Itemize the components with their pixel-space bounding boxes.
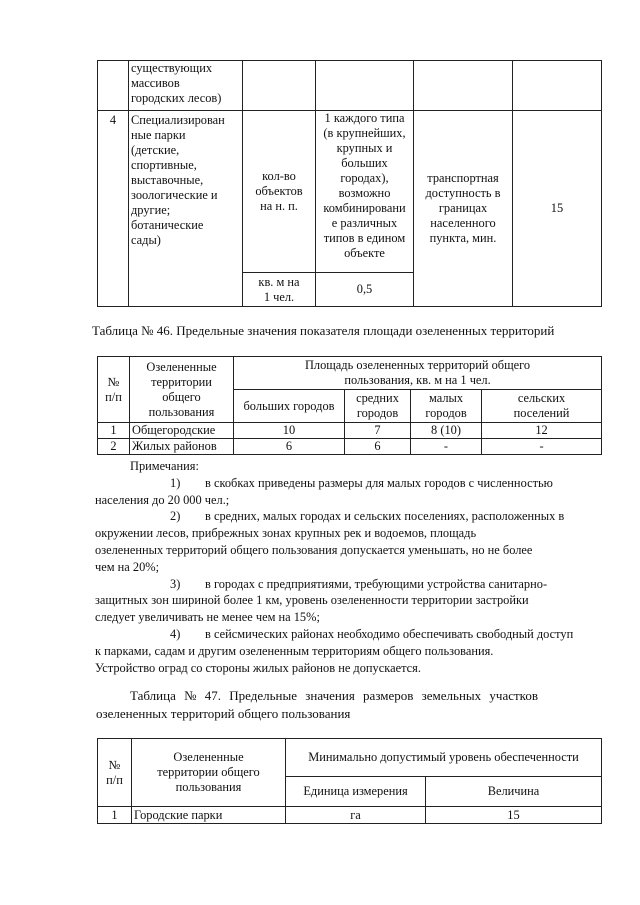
text-line: объекте [344,246,385,260]
note-line: населения до 20 000 чел.; [95,492,230,507]
text-line: 1 каждого типа [324,111,405,125]
unit-cell [243,273,316,307]
notes-title: Примечания: [130,459,199,473]
row-number: 1 [98,423,130,439]
row-number [98,61,129,111]
table-header-row [98,739,602,777]
text-line: поселений [513,406,570,420]
text-line: другие; [131,203,171,217]
value-cell: 10 [234,423,345,439]
notes [95,458,595,676]
text-line: на н. п. [260,199,298,213]
row-number: 4 [98,111,129,307]
header-min-level: Минимально допустимый уровень обеспеченности [286,739,602,777]
territory-name: Городские парки [132,807,286,824]
table47-caption-line2: озелененных территорий общего пользования [96,706,351,721]
header-large-cities: больших городов [234,390,345,423]
value-cell: - [411,439,482,455]
object-name [129,111,243,307]
text-line: городов [425,406,467,420]
text-line: Озелененные [146,359,217,374]
value-cell: 6 [234,439,345,455]
text-line: населенного [430,216,496,230]
header-medium-cities [345,390,411,423]
note-item [95,475,595,509]
text-line: городских лесов) [131,91,222,105]
value-cell: 12 [482,423,602,439]
table-row [98,439,602,455]
norm-cell [316,111,414,273]
text-line: (в крупнейших, [323,126,406,140]
table-row [98,807,602,824]
header-number [98,739,132,807]
text-line: объектов [255,184,303,198]
header-small-cities [411,390,482,423]
text-line: сады) [131,233,161,247]
note-line: к парками, садам и другим озелененным территориям общего пользования. [95,643,494,658]
table46 [97,356,602,455]
header-area [234,357,602,390]
text-line: доступность в [425,186,501,200]
text-line: Озелененные [173,750,244,764]
table-row [98,61,602,111]
value-cell: 8 (10) [411,423,482,439]
note-item [95,626,595,676]
text-line: Специализирован [131,113,225,127]
note-text: в скобках приведены размеры для малых городов с численностью [205,475,553,490]
text-line: пользования [148,404,215,419]
unit-cell: га [286,807,426,824]
text-line: пользования, кв. м на 1 чел. [344,373,491,387]
header-territory [132,739,286,807]
note-text: в средних, малых городах и сельских поселениях, расположенных в [205,509,565,524]
text-line: городах), [340,171,389,185]
note-first-line [95,508,595,525]
text-line: массивов [131,76,180,90]
table-row [98,423,602,439]
value-cell: 7 [345,423,411,439]
note-first-line [95,626,595,643]
empty-cell [414,61,513,111]
note-line: следует увеличивать не менее чем на 15%; [95,610,320,625]
table-parks-continuation [97,60,602,307]
text-line: зоологические и [131,188,218,202]
norm-cell: 0,5 [316,273,414,307]
table47 [97,738,602,824]
territory-name: Жилых районов [130,439,234,455]
text-line: пункта, мин. [429,231,497,245]
text-line: транспортная [427,171,499,185]
text-line: кв. м на [258,274,300,289]
text-line: общего [162,389,201,404]
text-line: выставочные, [131,173,204,187]
text-line: сельских [517,391,566,405]
value-cell: - [482,439,602,455]
note-line: чем на 20%; [95,559,160,574]
text-line: ботанические [131,218,204,232]
text-line: малых [428,391,464,405]
text-line: территории [151,374,212,389]
header-territory [130,357,234,423]
note-line: защитных зон шириной более 1 км, уровень озелененности территории застройки [95,593,529,608]
text-line: крупных и [336,141,393,155]
empty-cell [513,61,602,111]
value-cell: 15 [513,111,602,307]
text-line: п/п [106,772,123,787]
note-item [95,576,595,626]
text-line: комбинировани [323,201,406,215]
text-line: спортивные, [131,158,197,172]
object-name [129,61,243,111]
text-line: кол-во [262,169,296,183]
table-row [98,111,602,273]
text-line: средних [356,391,399,405]
territory-name: Общегородские [130,423,234,439]
note-number: 1) [170,475,181,490]
value-cell: 6 [345,439,411,455]
text-line: возможно [338,186,391,200]
note-first-line [95,475,595,492]
note-number: 3) [170,576,181,591]
row-number: 2 [98,439,130,455]
note-number: 4) [170,626,181,641]
text-line: территории общего [157,765,260,779]
unit-cell [243,111,316,273]
table47-caption-line1: Таблица № 47. Предельные значения размеров земельных участков [130,688,538,703]
value-cell: 15 [426,807,602,824]
text-line: № [108,757,121,772]
accessibility-cell [414,111,513,307]
text-line: существующих [131,61,213,75]
note-first-line [95,576,595,593]
header-rural [482,390,602,423]
empty-cell [316,61,414,111]
text-line: типов в едином [323,231,406,245]
text-line: е различных [331,216,398,230]
table46-caption: Таблица № 46. Предельные значения показателя площади озелененных территорий [92,323,555,338]
empty-cell [243,61,316,111]
text-line: 1 чел. [263,289,295,304]
row-number: 1 [98,807,132,824]
text-line: ные парки [131,128,186,142]
note-line: Устройство оград со стороны жилых районов не допускается. [95,660,421,675]
text-line: границах [438,201,488,215]
text-line: (детские, [131,143,180,157]
text-line: городов [356,406,399,420]
text-line: п/п [105,389,122,404]
header-value: Величина [426,777,602,807]
note-line: озелененных территорий общего пользования допускается уменьшать, но не более [95,542,533,557]
note-text: в сейсмических районах необходимо обеспечивать свободный доступ [205,626,574,641]
text-line: пользования [175,780,242,794]
text-line: больших [341,156,388,170]
table-header-row [98,357,602,390]
text-line: № [107,374,120,389]
header-number [98,357,130,423]
text-line: Площадь озелененных территорий общего [304,358,531,372]
note-item [95,508,595,575]
header-unit: Единица измерения [286,777,426,807]
note-line: окружении лесов, прибрежных зонах крупных рек и водоемов, площадь [95,526,477,541]
note-number: 2) [170,509,181,524]
note-text: в городах с предприятиями, требующими устройства санитарно- [205,576,548,591]
